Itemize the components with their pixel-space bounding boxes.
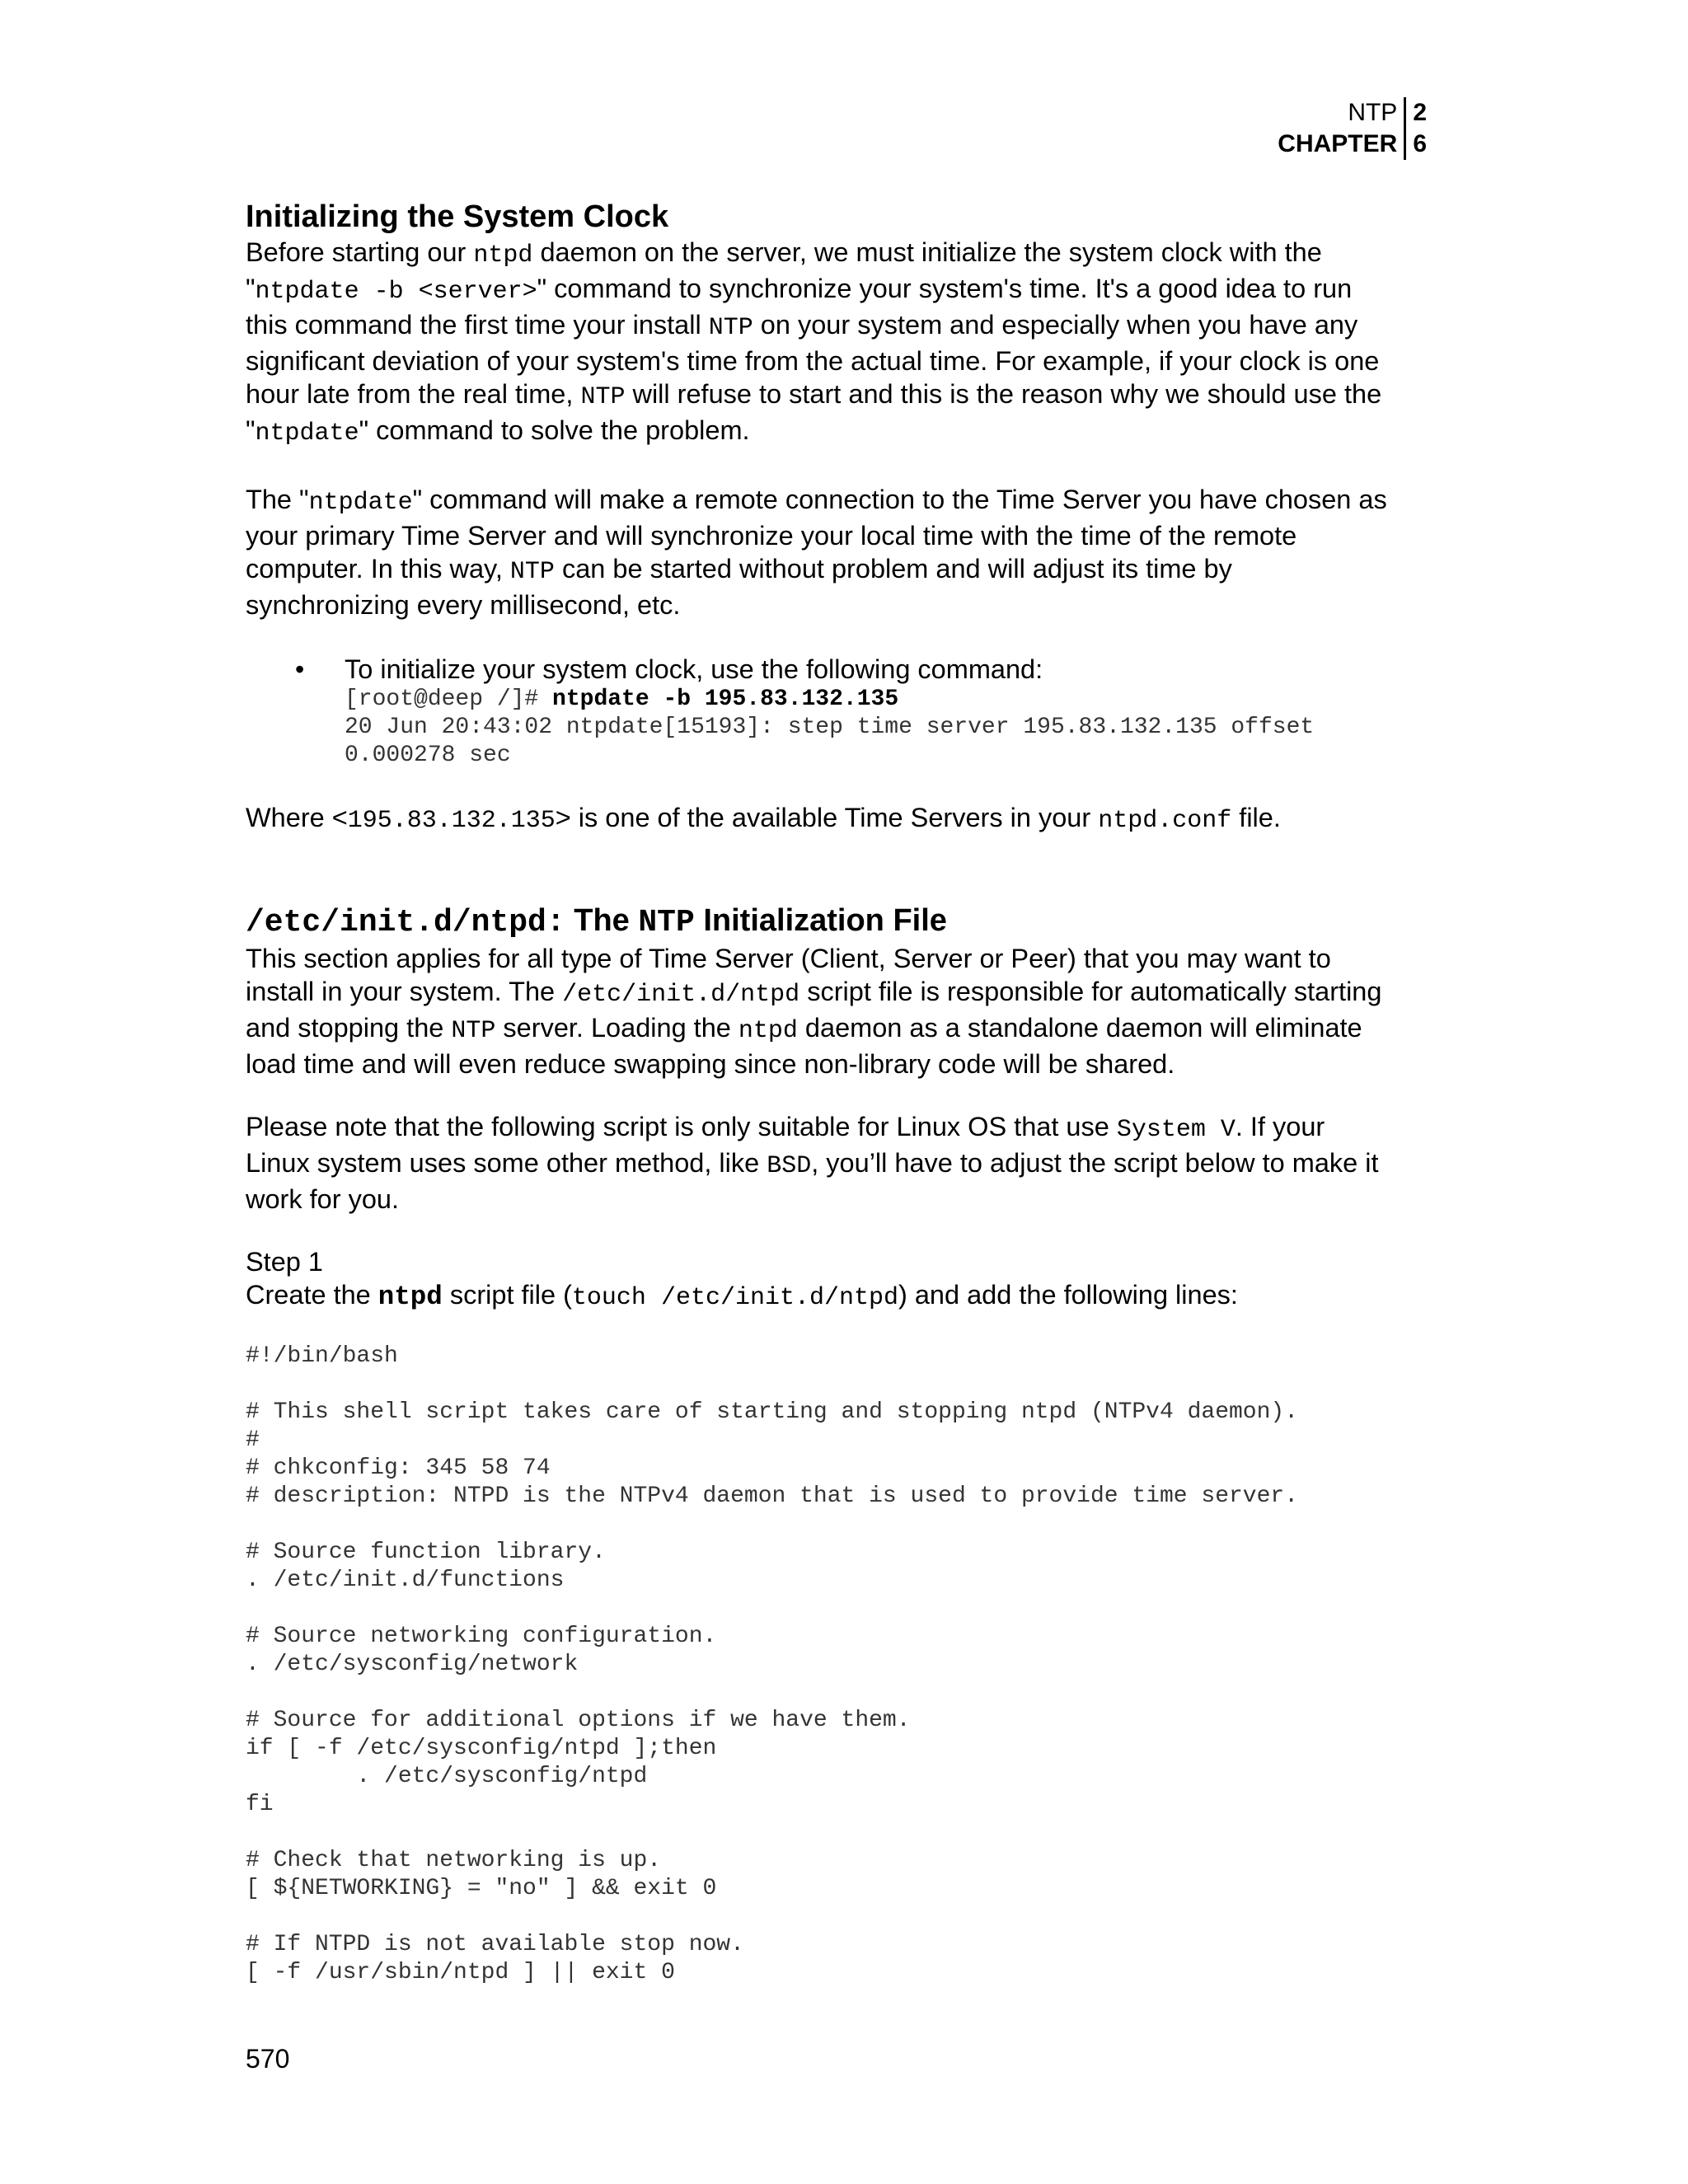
inline-code: /etc/init.d/ntpd (562, 981, 800, 1009)
inline-text: Create the (246, 1280, 378, 1310)
text-line (246, 483, 1442, 519)
section-heading-initializing: Initializing the System Clock (246, 199, 669, 234)
inline-text: significant deviation of your system's time from the actual time. For example, if your clock is one (246, 346, 1380, 376)
inline-text: work for you. (246, 1184, 400, 1214)
command-text: ntpdate -b 195.83.132.135 (552, 687, 899, 712)
inline-code: ntpdate (308, 489, 413, 517)
inline-text: load time and will even reduce swapping since non-library code will be shared. (246, 1049, 1175, 1079)
inline-text: install in your system. The (246, 977, 563, 1006)
inline-text: " command to synchronize your system's time. It's a good idea to run (537, 274, 1353, 303)
bullet-item (295, 653, 1442, 770)
inline-text: on your system and especially when you have any (753, 310, 1358, 340)
text-line (246, 1146, 1442, 1183)
script-line: if [ -f /etc/sysconfig/ntpd ];then (246, 1736, 717, 1761)
header-num-bottom: 6 (1413, 130, 1427, 157)
inline-text: Where < (246, 803, 348, 832)
command-output-line: 0.000278 sec (345, 743, 511, 768)
script-line: # Source for additional options if we have them. (246, 1708, 911, 1733)
script-line: . /etc/sysconfig/ntpd (246, 1764, 648, 1789)
inline-text: , you’ll have to adjust the script below to make it (811, 1148, 1379, 1178)
step-label: Step 1 (246, 1247, 323, 1277)
text-line (246, 519, 1442, 552)
where-line (246, 801, 1442, 837)
inline-code: ntpd (738, 1017, 798, 1045)
running-header-labels (1278, 97, 1406, 160)
script-line: # description: NTPD is the NTPv4 daemon that is used to provide time server. (246, 1483, 1299, 1509)
inline-code: ntpdate -b <server> (255, 278, 537, 306)
paragraph-ntpdate (246, 483, 1442, 621)
script-line: # Source networking configuration. (246, 1624, 717, 1649)
text-line (246, 272, 1442, 308)
text-line (246, 588, 1442, 621)
inline-code: NTP (708, 314, 753, 342)
inline-text: will refuse to start and this is the reason why we should use the (625, 379, 1382, 409)
inline-text: Linux system uses some other method, like (246, 1148, 767, 1178)
inline-text: > is one of the available Time Servers in your (555, 803, 1099, 832)
text-line (246, 1047, 1442, 1080)
inline-code: touch /etc/init.d/ntpd (571, 1284, 898, 1312)
inline-text: and stopping the (246, 1013, 452, 1043)
text-line (246, 975, 1442, 1011)
inline-code: ntpdate (255, 419, 359, 448)
script-line: [ ${NETWORKING} = "no" ] && exit 0 (246, 1876, 717, 1901)
script-line (246, 1371, 1442, 1399)
inline-text: script file ( (442, 1280, 572, 1310)
inline-text: . If your (1235, 1112, 1325, 1141)
text-line (246, 1183, 1442, 1216)
script-line: # This shell script takes care of starting and stopping ntpd (NTPv4 daemon). (246, 1399, 1299, 1425)
command-prompt: [root@deep /]# (345, 687, 553, 712)
inline-code: NTP (580, 383, 626, 411)
inline-text: this command the first time your install (246, 310, 709, 340)
inline-code: NTP (509, 558, 555, 586)
text-line (246, 414, 1442, 450)
inline-text: The " (246, 485, 309, 514)
paragraph-system-v (246, 1110, 1442, 1216)
text-line (246, 308, 1442, 344)
inline-code: ntpd.conf (1098, 807, 1232, 835)
header-chapter-label: CHAPTER (1278, 130, 1398, 157)
paragraph-applies (246, 942, 1442, 1080)
script-line (246, 1819, 1442, 1847)
script-line: # chkconfig: 345 58 74 (246, 1455, 551, 1481)
inline-text: your primary Time Server and will synchronize your local time with the time of the remote (246, 521, 1297, 551)
script-line: . /etc/init.d/functions (246, 1568, 565, 1593)
inline-text: This section applies for all type of Time Server (Client, Server or Peer) that you may want to (246, 944, 1331, 973)
inline-text: Please note that the following script is only suitable for Linux OS that use (246, 1112, 1117, 1141)
inline-text: computer. In this way, (246, 554, 510, 583)
script-listing (246, 1343, 1442, 1987)
step-instruction (246, 1278, 1442, 1315)
heading-ntp: NTP (638, 905, 695, 940)
bullet-icon: • (295, 654, 305, 684)
inline-code: BSD (767, 1152, 812, 1180)
text-line (246, 942, 1442, 975)
script-line (246, 1679, 1442, 1707)
script-line (246, 1903, 1442, 1931)
inline-text: " (246, 274, 256, 303)
page-content (246, 198, 1442, 1987)
text-line (246, 1110, 1442, 1146)
inline-code: 195.83.132.135 (347, 807, 556, 835)
inline-text: file. (1231, 803, 1281, 832)
header-section: NTP (1348, 99, 1398, 126)
inline-code: System V (1116, 1116, 1236, 1144)
script-line: # If NTPD is not available stop now. (246, 1932, 744, 1957)
text-line (246, 344, 1442, 377)
script-line: #!/bin/bash (246, 1343, 398, 1369)
inline-text: script file is responsible for automatically starting (799, 977, 1382, 1006)
inline-text: daemon as a standalone daemon will eliminate (797, 1013, 1362, 1043)
heading-text: The (565, 903, 639, 938)
inline-text: " command will make a remote connection to the Time Server you have chosen as (412, 485, 1387, 514)
page-number: 570 (246, 2044, 290, 2074)
running-header-numbers (1406, 97, 1427, 160)
script-line: # (246, 1427, 260, 1453)
text-line (246, 552, 1442, 588)
inline-text: can be started without problem and will adjust its time by (554, 554, 1232, 583)
inline-text: server. Loading the (495, 1013, 738, 1043)
command-output-line: 20 Jun 20:43:02 ntpdate[15193]: step time server 195.83.132.135 offset (345, 715, 1315, 740)
running-header (1278, 97, 1427, 160)
text-line (246, 236, 1442, 272)
inline-text: hour late from the real time, (246, 379, 581, 409)
command-line (345, 686, 1442, 714)
section-heading-init-file (246, 902, 1442, 942)
inline-text: " (246, 415, 256, 445)
header-num-top: 2 (1413, 99, 1427, 126)
inline-text: ) and add the following lines: (898, 1280, 1238, 1310)
inline-text: Before starting our (246, 237, 474, 267)
inline-text: daemon on the server, we must initialize the system clock with the (532, 237, 1322, 267)
inline-text: synchronizing every millisecond, etc. (246, 590, 681, 620)
inline-code: ntpd (473, 241, 533, 269)
inline-code-bold: ntpd (377, 1282, 443, 1312)
inline-code: NTP (451, 1017, 496, 1045)
bullet-text: To initialize your system clock, use the following command: (345, 654, 1043, 684)
script-line (246, 1511, 1442, 1539)
paragraph-intro (246, 236, 1442, 450)
text-line (246, 1011, 1442, 1047)
inline-text: " command to solve the problem. (359, 415, 750, 445)
script-line: [ -f /usr/sbin/ntpd ] || exit 0 (246, 1960, 675, 1985)
script-line: # Check that networking is up. (246, 1848, 662, 1873)
text-line (246, 377, 1442, 414)
script-line: # Source function library. (246, 1540, 606, 1565)
script-line: fi (246, 1792, 274, 1817)
heading-path: /etc/init.d/ntpd: (246, 905, 565, 940)
script-line (246, 1595, 1442, 1623)
heading-text-end: Initialization File (694, 903, 947, 938)
script-line: . /etc/sysconfig/network (246, 1652, 579, 1677)
